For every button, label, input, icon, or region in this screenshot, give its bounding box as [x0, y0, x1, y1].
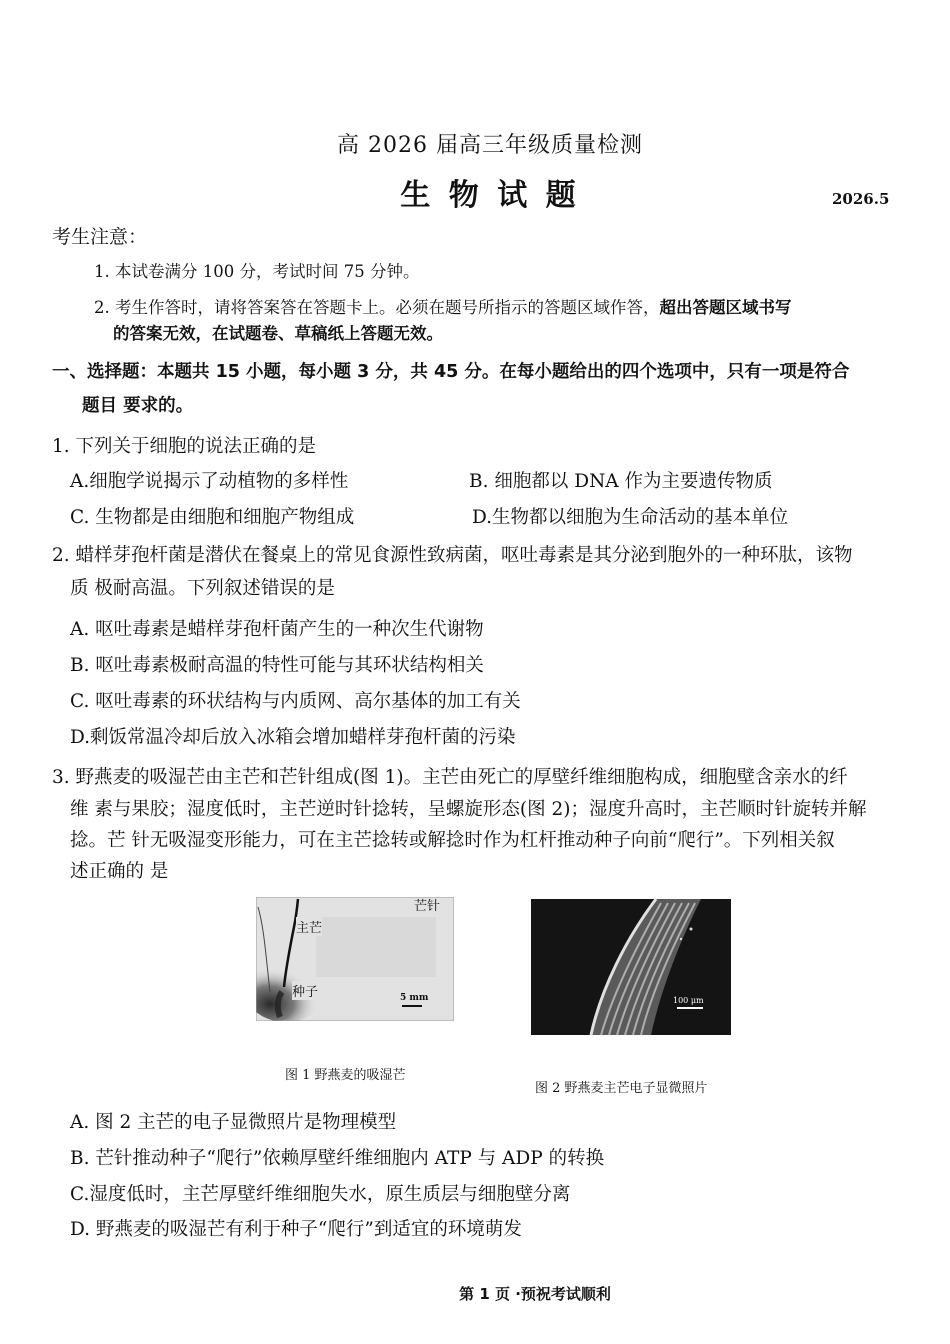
section-heading-line1: 一、选择题：本题共 15 小题，每小题 3 分，共 45 分。在每小题给出的四个选项中，只有一项是符合 — [52, 362, 850, 382]
figure-1-caption: 图 1 野燕麦的吸湿芒 — [285, 1068, 406, 1083]
figure-1-label-main-awn: 主芒 — [296, 917, 322, 936]
exam-subtitle: 高 2026 届高三年级质量检测 — [337, 133, 643, 158]
figure-1-label-awn-needle: 芒针 — [414, 899, 441, 914]
notice-item-2 — [94, 294, 792, 318]
figure-2-scale-label: 100 μm — [673, 996, 704, 1005]
q3-option-b: B. 芒针推动种子“爬行”依赖厚壁纤维细胞内 ATP 与 ADP 的转换 — [70, 1148, 605, 1169]
notice-item-2-line2: 的答案无效，在试题卷、草稿纸上答题无效。 — [113, 324, 443, 343]
page-footer: 第 1 页 ·预祝考试顺利 — [459, 1285, 611, 1303]
figure-1-scale-label: 5 mm — [400, 993, 429, 1003]
figure-2-caption: 图 2 野燕麦主芒电子显微照片 — [535, 1081, 708, 1096]
q1-stem: 1. 下列关于细胞的说法正确的是 — [52, 436, 317, 457]
q2-stem-line2: 质 极耐高温。下列叙述错误的是 — [70, 578, 335, 599]
q3-stem-line4: 述正确的 是 — [70, 861, 169, 882]
q1-option-c: C. 生物都是由细胞和细胞产物组成 — [70, 507, 355, 528]
q3-stem-line2: 维 素与果胶；湿度低时，主芒逆时针捻转，呈螺旋形态(图 2)；湿度升高时，主芒顺时针旋转并解 — [70, 799, 867, 820]
q1-option-a: A.细胞学说揭示了动植物的多样性 — [70, 471, 349, 492]
q1-option-b: B. 细胞都以 DNA 作为主要遗传物质 — [469, 471, 773, 492]
q3-option-c: C.湿度低时，主芒厚壁纤维细胞失水，原生质层与细胞壁分离 — [70, 1184, 571, 1205]
exam-date: 2026.5 — [832, 190, 890, 208]
figure-2-drawing — [531, 899, 731, 1035]
q2-option-d: D.剩饭常温冷却后放入冰箱会增加蜡样芽孢杆菌的污染 — [70, 727, 516, 748]
q3-option-a: A. 图 2 主芒的电子显微照片是物理模型 — [70, 1112, 397, 1133]
q2-option-c: C. 呕吐毒素的环状结构与内质网、高尔基体的加工有关 — [70, 691, 521, 712]
q2-stem-line1: 2. 蜡样芽孢杆菌是潜伏在餐桌上的常见食源性致病菌，呕吐毒素是其分泌到胞外的一种环肽，该物 — [52, 545, 853, 566]
q3-option-d: D. 野燕麦的吸湿芒有利于种子“爬行”到适宜的环境萌发 — [70, 1219, 522, 1240]
q1-option-d: D.生物都以细胞为生命活动的基本单位 — [472, 507, 789, 528]
q3-stem-line1: 3. 野燕麦的吸湿芒由主芒和芒针组成(图 1)。主芒由死亡的厚壁纤维细胞构成，细胞壁含亲水的纤 — [52, 767, 848, 788]
exam-title: 生 物 试 题 — [400, 178, 580, 213]
notice-item-1: 1. 本试卷满分 100 分，考试时间 75 分钟。 — [94, 262, 420, 281]
notice-item-2-text: 2. 考生作答时，请将答案答在答题卡上。必须在题号所指示的答题区域作答， — [94, 298, 660, 317]
figure-2-scale-bar — [677, 1007, 703, 1009]
figure-2-photo — [531, 899, 731, 1035]
figure-1-scale-bar — [402, 1005, 422, 1007]
q2-option-a: A. 呕吐毒素是蜡样芽孢杆菌产生的一种次生代谢物 — [70, 619, 484, 640]
figure-1-photo — [256, 897, 454, 1021]
notice-heading: 考生注意： — [52, 226, 148, 248]
figure-1-label-seed: 种子 — [292, 981, 318, 1000]
notice-item-2-bold: 超出答题区域书写 — [659, 298, 792, 317]
q2-option-b: B. 呕吐毒素极耐高温的特性可能与其环状结构相关 — [70, 655, 484, 676]
q3-stem-line3: 捻。芒 针无吸湿变形能力，可在主芒捻转或解捻时作为杠杆推动种子向前“爬行”。下列相关叙 — [70, 830, 835, 851]
section-heading-line2: 题目 要求的。 — [82, 396, 194, 416]
